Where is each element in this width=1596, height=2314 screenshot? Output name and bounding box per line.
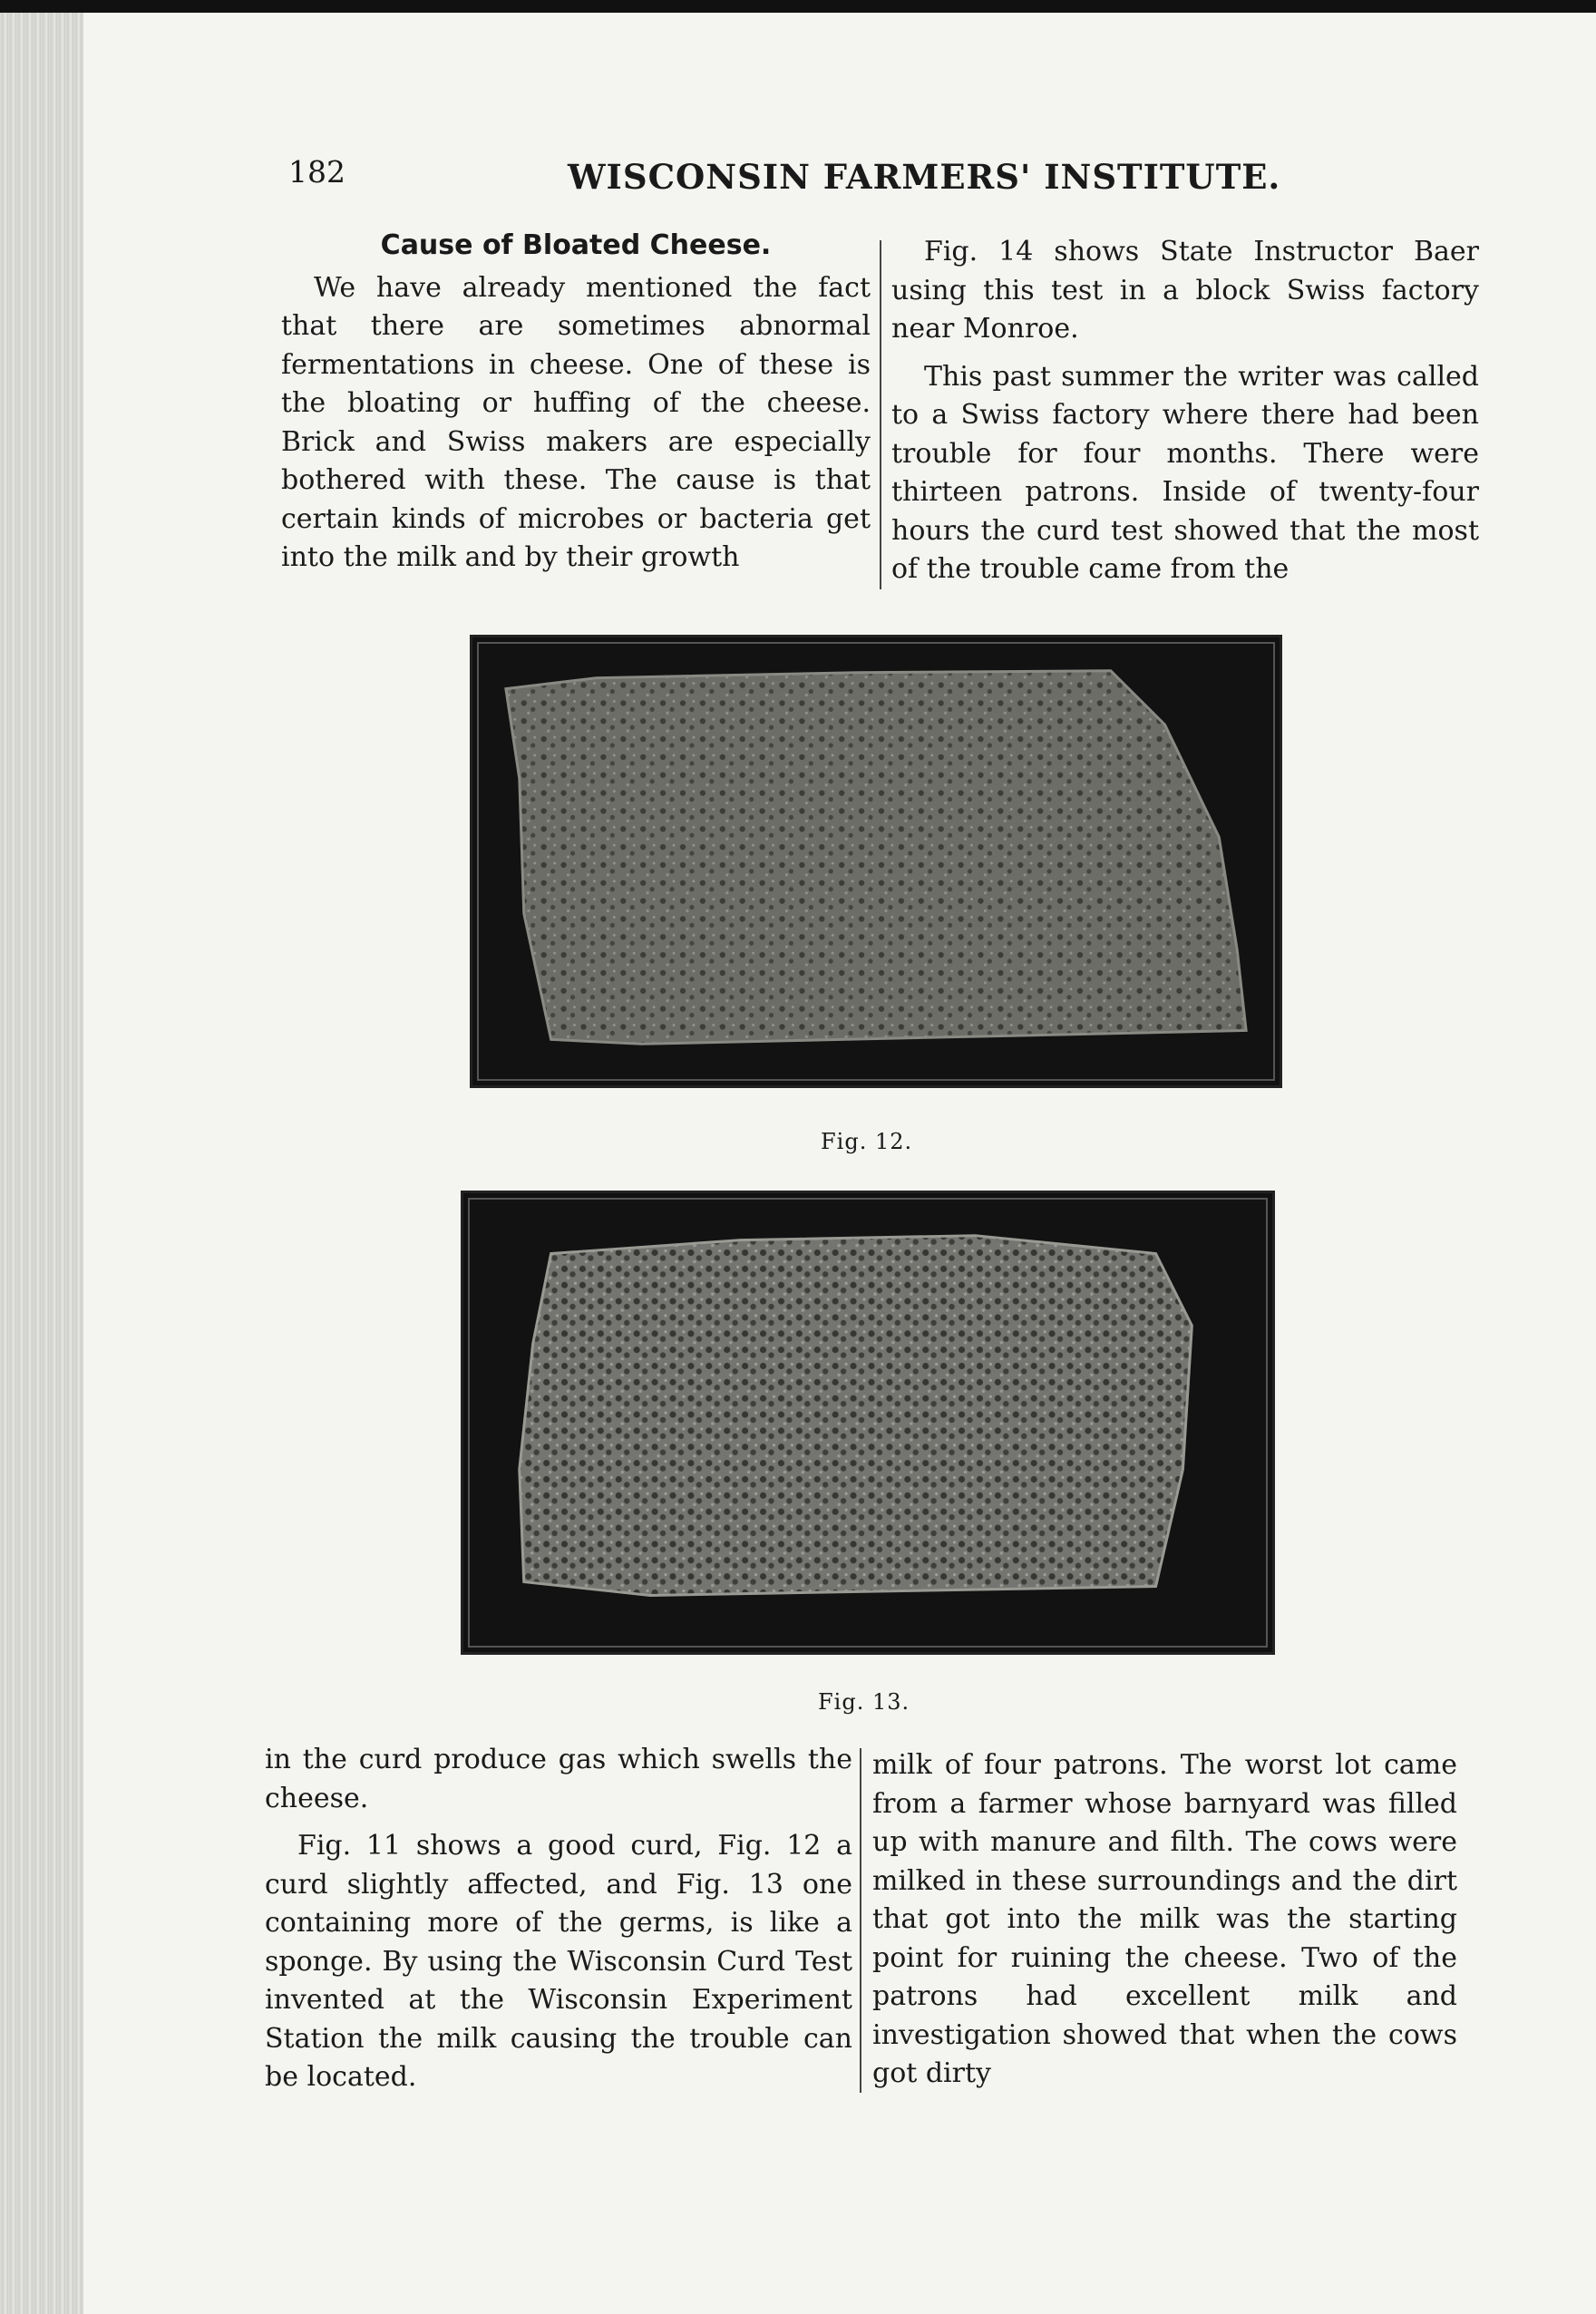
section-heading: Cause of Bloated Cheese. bbox=[380, 229, 772, 261]
cheese-curd-image bbox=[477, 642, 1275, 1081]
figure-13-photo bbox=[461, 1191, 1275, 1655]
paragraph: This past summer the writer was called to a Swiss factory where there had been trouble for four months. There were thirteen patrons. Inside of twenty-four hours the curd test showed that the most of the trouble came from the bbox=[891, 360, 1479, 585]
running-title: WISCONSIN FARMERS' INSTITUTE. bbox=[568, 157, 1281, 197]
top-right-column bbox=[891, 233, 1479, 589]
bottom-right-column bbox=[872, 1746, 1457, 2094]
book-page-edges bbox=[0, 13, 85, 2314]
figure-12-caption: Fig. 12. bbox=[821, 1129, 913, 1154]
spongy-cheese-curd-image bbox=[468, 1198, 1268, 1648]
paragraph: Fig. 14 shows State Instructor Baer using this test in a block Swiss factory near Monroe. bbox=[891, 236, 1479, 345]
figure-13-caption: Fig. 13. bbox=[818, 1689, 910, 1715]
paragraph: Fig. 11 shows a good curd, Fig. 12 a curd slightly affected, and Fig. 13 one containing more of the germs, is like a sponge. By using the Wisconsin Curd Test invented at the Wisconsin Experiment Station the milk causing the trouble can be located. bbox=[265, 1830, 852, 2093]
paragraph: in the curd produce gas which swells the cheese. bbox=[265, 1744, 852, 1814]
paragraph: We have already mentioned the fact that there are sometimes abnormal fermentations in cheese. One of these is the bloating or huffing of the cheese. Brick and Swiss makers are especially bothered with these. The cause is that certain kinds of microbes or bacteria get into the milk and by their growth bbox=[281, 271, 871, 573]
page-number: 182 bbox=[288, 154, 345, 190]
column-divider bbox=[860, 1748, 861, 2093]
bottom-left-column bbox=[265, 1741, 852, 2097]
column-divider bbox=[880, 240, 881, 589]
figure-12-photo bbox=[470, 635, 1282, 1088]
top-left-column bbox=[281, 227, 871, 578]
paragraph: milk of four patrons. The worst lot came from a farmer whose barnyard was filled up with manure and filth. The cows were milked in these surroundings and the dirt that got into the milk was the starting point for ruining the cheese. Two of the patrons had excellent milk and investigation showed that when the cows got dirty bbox=[872, 1749, 1457, 2089]
